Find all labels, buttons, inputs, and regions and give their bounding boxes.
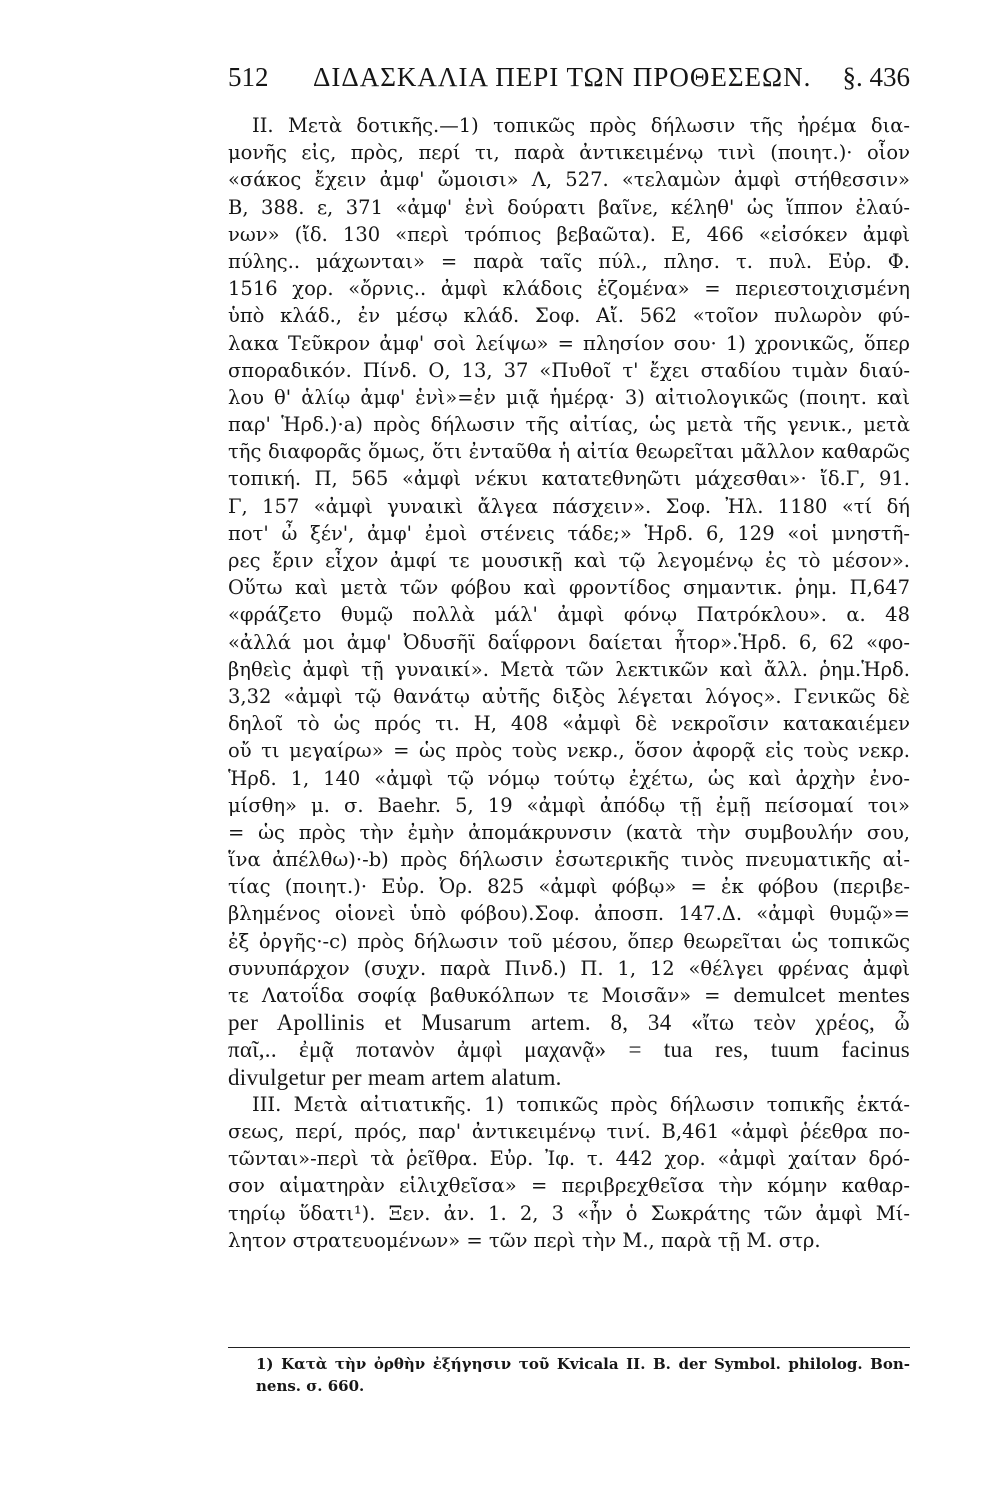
text-line: ποτ' ὦ ξέν', ἀμφ' ἐμοὶ στένεις τάδε;» Ἡρδ. 6, 129 «οἱ μνηστῆ- <box>228 521 910 545</box>
text-line: λητον στρατευομένων» = τῶν περὶ τὴν Μ., παρὰ τῇ Μ. στρ. <box>228 1228 821 1252</box>
running-title: ΔΙΔΑΣΚΑΛΙΑ ΠΕΡΙ ΤΩΝ ΠΡΟΘΕΣΕΩΝ. <box>313 62 812 92</box>
text-line: ρες ἔριν εἶχον ἀμφί τε μουσικῇ καὶ τῷ λεγομένῳ ἐς τὸ μέσον». <box>228 549 910 572</box>
text-line: λου θ' ἁλίῳ ἀμφ' ἑνὶ»=ἐν μιᾷ ἡμέρᾳ· 3) αἰτιολογικῶς (ποιητ. καὶ <box>228 385 910 409</box>
text-line: divulgetur per meam artem alatum. <box>228 1064 562 1090</box>
text-line: II. Μετὰ δοτικῆς.—1) τοπικῶς πρὸς δήλωσιν τῆς ἠρέμα δια- <box>252 114 910 137</box>
footnote <box>256 1353 910 1397</box>
text-line: «φράζετο θυμῷ πολλὰ μάλ' ἀμφὶ φόνῳ Πατρόκλου». α. 48 <box>228 603 910 627</box>
text-line: δηλοῖ τὸ ὡς πρός τι. Η, 408 «ἀμφὶ δὲ νεκροῖσιν κατακαιέμεν <box>228 712 910 736</box>
text-line: παῖ,.. ἐμᾷ ποτανὸν ἀμφὶ μαχανᾷ» = tua res, tuum facinus <box>228 1037 910 1063</box>
text-line: βλημένος οἱονεὶ ὑπὸ φόβου).Σοφ. ἀποσπ. 147.Δ. «ἀμφὶ θυμῷ»= <box>228 902 910 926</box>
text-line: per Apollinis et Musarum artem. 8, 34 «ἴτω τεὸν χρέος, ὦ <box>228 1010 910 1036</box>
footnote-line: 1) Κατὰ τὴν ὀρθὴν ἐξήγησιν τοῦ Kvicala II. B. der Symbol. philolog. Bon- <box>256 1355 910 1373</box>
text-line: ἵνα ἀπέλθω)·-b) πρὸς δήλωσιν ἐσωτερικῆς τινὸς πνευματικῆς αἰ- <box>228 848 910 872</box>
text-line: σον αἱματηρὰν εἱλιχθεῖσα» = περιβρεχθεῖσα τὴν κόμην καθαρ- <box>228 1174 910 1198</box>
running-header <box>228 62 910 100</box>
text-line: Οὕτω καὶ μετὰ τῶν φόβου καὶ φροντίδος σημαντικ. ῥημ. Π,647 <box>228 576 910 600</box>
text-line: III. Μετὰ αἰτιατικῆς. 1) τοπικῶς πρὸς δήλωσιν τοπικῆς ἐκτά- <box>252 1092 910 1116</box>
footnote-line: nens. σ. 660. <box>256 1377 365 1395</box>
text-line: τε Λατοΐδα σοφίᾳ βαθυκόλπων τε Μοισᾶν» = demulcet mentes <box>228 984 910 1007</box>
text-line: 1516 χορ. «ὄρνις.. ἀμφὶ κλάδοις ἑζομένα» = περιεστοιχισμένη <box>228 277 910 301</box>
text-line: Β, 388. ε, 371 «ἀμφ' ἑνὶ δούρατι βαῖνε, κέληθ' ὡς ἵππον ἐλαύ- <box>228 195 910 219</box>
text-line: τίας (ποιητ.)· Εὐρ. Ὀρ. 825 «ἀμφὶ φόβῳ» = ἐκ φόβου (περιβε- <box>228 875 910 899</box>
text-line: τῆς διαφορᾶς ὅμως, ὅτι ἐνταῦθα ἡ αἰτία θεωρεῖται μᾶλλον καθαρῶς <box>228 440 910 464</box>
text-line: «ἀλλά μοι ἀμφ' Ὀδυσῆϊ δαΐφρονι δαίεται ἦτορ».Ἡρδ. 6, 62 «φο- <box>228 630 910 654</box>
text-line: τηρίῳ ὕδατι¹). Ξεν. ἀν. 1. 2, 3 «ἦν ὁ Σωκράτης τῶν ἀμφὶ Μί- <box>228 1201 910 1225</box>
text-line: σεως, περί, πρός, παρ' ἀντικειμένῳ τινί. Β,461 «ἀμφὶ ῥέεθρα πο- <box>228 1119 910 1143</box>
page-number: 512 <box>228 62 269 92</box>
text-line: σποραδικόν. Πίνδ. Ο, 13, 37 «Πυθοῖ τ' ἔχει σταδίου τιμὰν διαύ- <box>228 358 910 382</box>
text-line: = ὡς πρὸς τὴν ἐμὴν ἀπομάκρυνσιν (κατὰ τὴν συμβουλήν σου, <box>228 820 910 844</box>
text-line: ἐξ ὀργῆς·-c) πρὸς δήλωσιν τοῦ μέσου, ὅπερ θεωρεῖται ὡς τοπικῶς <box>228 929 910 953</box>
text-line: βηθεὶς ἀμφὶ τῇ γυναικί». Μετὰ τῶν λεκτικῶν καὶ ἄλλ. ῥημ.Ἡρδ. <box>228 657 910 681</box>
text-line: τοπική. Π, 565 «ἀμφὶ νέκυι κατατεθνηῶτι μάχεσθαι»· ἴδ.Γ, 91. <box>228 467 910 491</box>
text-line: παρ' Ἡρδ.)·a) πρὸς δήλωσιν τῆς αἰτίας, ὡς μετὰ τῆς γενικ., μετὰ <box>228 413 910 437</box>
text-line: πύλης.. μάχωνται» = παρὰ ταῖς πύλ., πλησ. τ. πυλ. Εὐρ. Φ. <box>228 249 910 273</box>
text-line: τῶνται»-περὶ τὰ ῥεῖθρα. Εὐρ. Ἰφ. τ. 442 χορ. «ἀμφὶ χαίταν δρό- <box>228 1147 910 1171</box>
text-line: «σάκος ἔχειν ἀμφ' ὤμοισι» Λ, 527. «τελαμὼν ἀμφὶ στήθεσσιν» <box>228 168 910 192</box>
text-line: μονῆς εἰς, πρὸς, περί τι, παρὰ ἀντικειμένῳ τινὶ (ποιητ.)· οἷον <box>228 141 910 165</box>
footnote-rule <box>228 1347 910 1348</box>
section-number: §. 436 <box>842 62 910 92</box>
text-line: συνυπάρχον (συχν. παρὰ Πινδ.) Π. 1, 12 «θέλγει φρένας ἀμφὶ <box>228 956 910 980</box>
text-line: Ἡρδ. 1, 140 «ἀμφὶ τῷ νόμῳ τούτῳ ἐχέτω, ὡς καὶ ἀρχὴν ἐνο- <box>228 766 910 790</box>
text-line: λακα Τεῦκρον ἀμφ' σοὶ λείψω» = πλησίον σου· 1) χρονικῶς, ὅπερ <box>228 331 910 355</box>
text-line: 3,32 «ἀμφὶ τῷ θανάτῳ αὐτῆς διξὸς λέγεται λόγος». Γενικῶς δὲ <box>228 684 910 708</box>
text-line: Γ, 157 «ἀμφὶ γυναικὶ ἄλγεα πάσχειν». Σοφ. Ἠλ. 1180 «τί δή <box>228 494 910 518</box>
text-line: νων» (ἴδ. 130 «περὶ τρόπιος βεβαῶτα). Ε, 466 «εἰσόκεν ἀμφὶ <box>228 222 910 246</box>
text-line: οὔ τι μεγαίρω» = ὡς πρὸς τοὺς νεκρ., ὅσον ἀφορᾷ εἰς τοὺς νεκρ. <box>228 739 910 763</box>
text-line: ὑπὸ κλάδ., ἐν μέσῳ κλάδ. Σοφ. Αἴ. 562 «τοῖον πυλωρὸν φύ- <box>228 304 910 328</box>
text-line: μίσθη» μ. σ. Baehr. 5, 19 «ἀμφὶ ἀπόδῳ τῇ ἐμῇ πείσομαί τοι» <box>228 793 910 817</box>
body-text <box>228 112 910 1254</box>
